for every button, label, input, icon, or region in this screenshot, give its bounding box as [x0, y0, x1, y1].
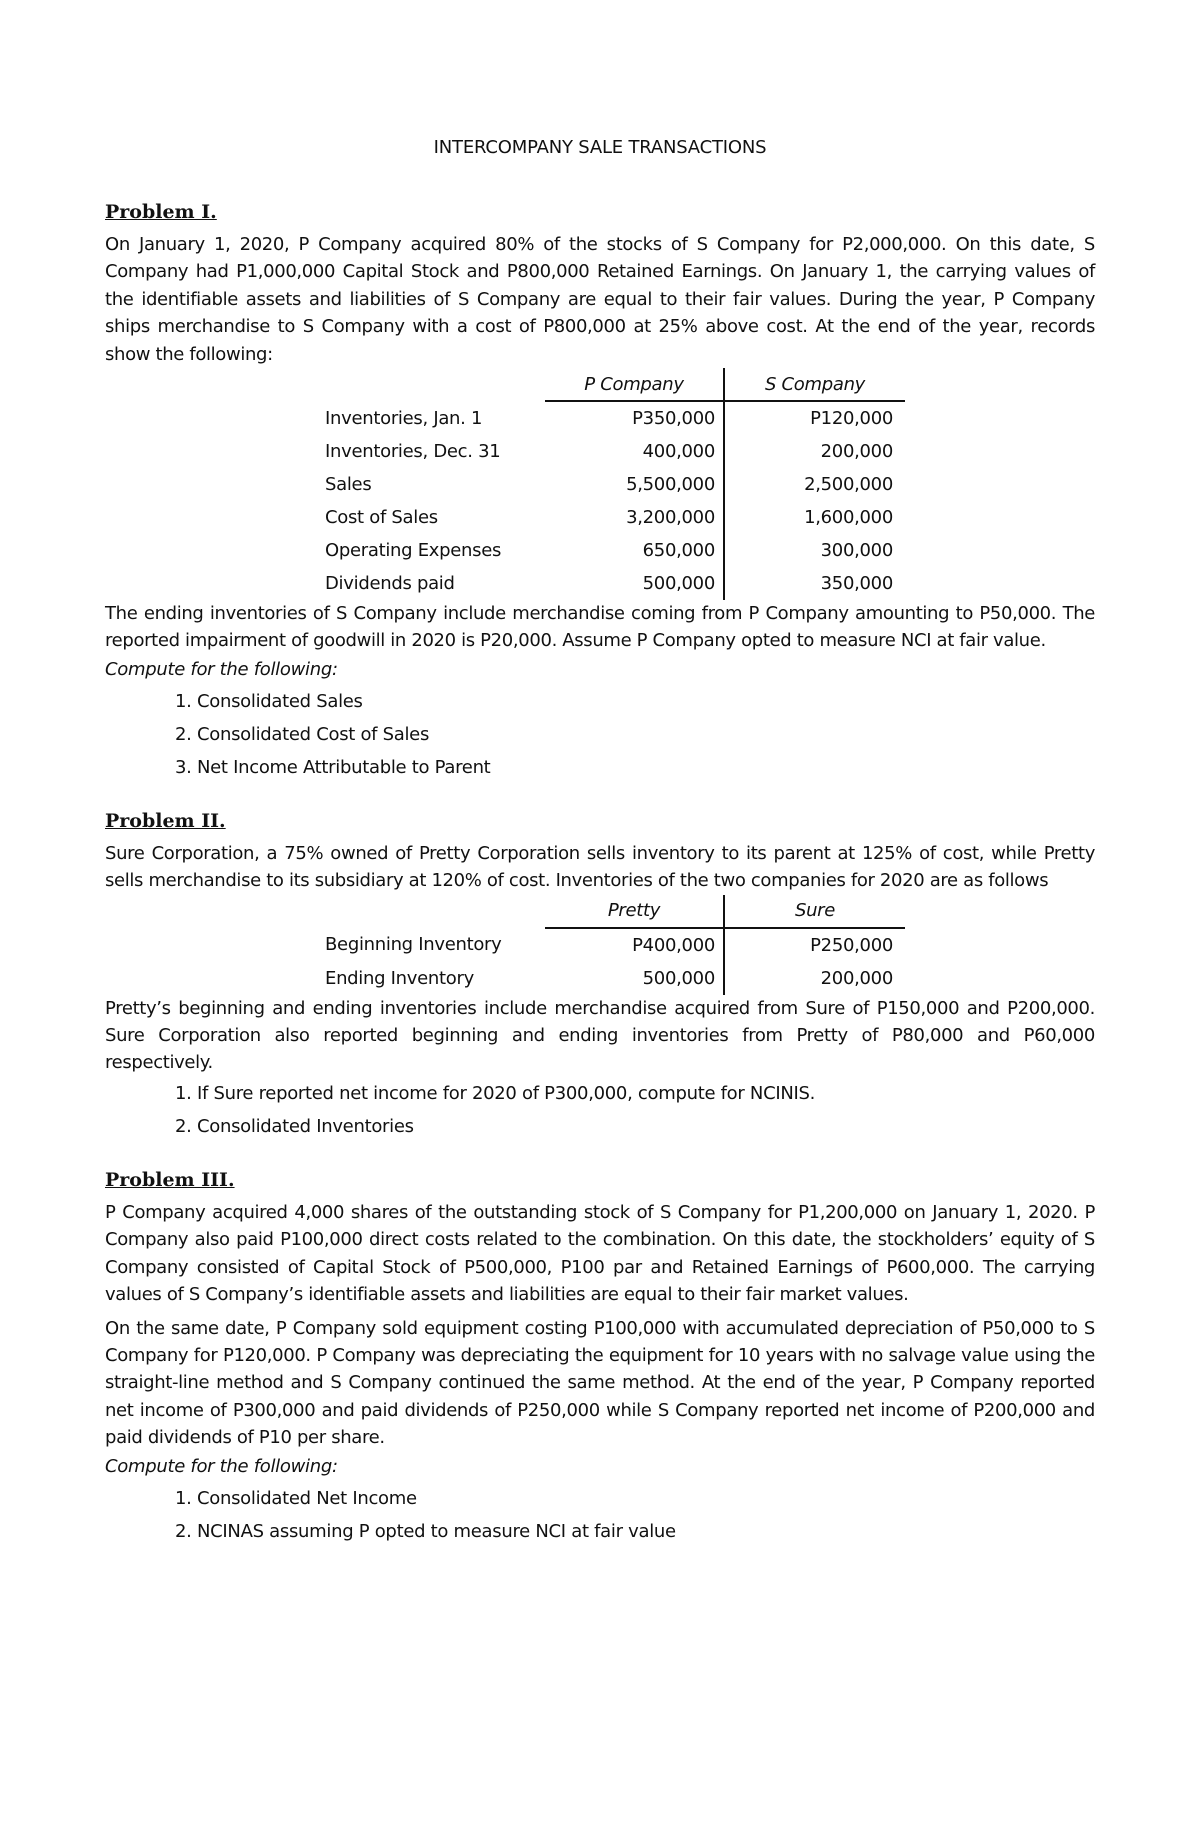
cell-value: 1,600,000: [804, 507, 893, 529]
table-row: [325, 501, 905, 534]
table-header-row: [325, 895, 905, 928]
row-label: Operating Expenses: [325, 540, 502, 562]
question-item: 2. Consolidated Inventories: [175, 1115, 414, 1137]
cell-value: 200,000: [820, 441, 893, 463]
question-item: 1. If Sure reported net income for 2020 of P300,000, compute for NCINIS.: [175, 1082, 816, 1104]
problem-intro: Sure Corporation, a 75% owned of Pretty Corporation sells inventory to its parent at 125% of cost, while Pretty sells merchandise to its subsidiary at 120% of cost. Inventories of the two companies for 2020 are as follows: [105, 842, 1095, 892]
row-label: Ending Inventory: [325, 967, 474, 989]
problem-heading: Problem I.: [105, 201, 217, 223]
question-list: [105, 1482, 1095, 1548]
row-label: Sales: [325, 474, 372, 496]
problem-paragraph: P Company acquired 4,000 shares of the outstanding stock of S Company for P1,200,000 on January 1, 2020. P Company also paid P100,000 direct costs related to the combination. On this date, the stockholders’ equity of S Company consisted of Capital Stock of P500,000, P100 par and Retained Earnings of P600,000. The carrying values of S Company’s identifiable assets and liabilities are equal to their fair market values.: [105, 1201, 1095, 1306]
problem-2: [105, 810, 1095, 1143]
table-header-row: [325, 368, 905, 401]
question-item: 1. Consolidated Sales: [175, 690, 363, 712]
table-row: [325, 534, 905, 567]
cell-value: P120,000: [810, 408, 893, 430]
problem-notes: The ending inventories of S Company include merchandise coming from P Company amounting to P50,000. The reported impairment of goodwill in 2020 is P20,000. Assume P Company opted to measure NCI at fair value.: [105, 603, 1095, 652]
cell-value: 400,000: [545, 435, 724, 468]
cell-value: 3,200,000: [545, 501, 724, 534]
problem-intro: On January 1, 2020, P Company acquired 80% of the stocks of S Company for P2,000,000. On this date, S Company had P1,000,000 Capital Stock and P800,000 Retained Earnings. On January 1, the carrying values of the identifiable assets and liabilities of S Company are equal to their fair values. During the year, P Company ships merchandise to S Company with a cost of P800,000 at 25% above cost. At the end of the year, records show the following:: [105, 234, 1095, 365]
cell-value: 500,000: [545, 962, 724, 995]
cell-value: 500,000: [545, 567, 724, 600]
data-table: [325, 895, 905, 995]
cell-value: P400,000: [545, 928, 724, 962]
data-table: [325, 368, 905, 600]
problem-1: [105, 201, 1095, 784]
column-header: Sure: [724, 895, 905, 928]
table-row: [325, 401, 905, 435]
question-list: [105, 1077, 1095, 1143]
question-item: 2. NCINAS assuming P opted to measure NCI at fair value: [175, 1520, 676, 1542]
document-content: [105, 137, 1095, 1548]
compute-instruction: Compute for the following:: [105, 1455, 338, 1477]
table-row: [325, 567, 905, 600]
table-row: [325, 962, 905, 995]
problem-heading: Problem II.: [105, 809, 226, 832]
column-header: Pretty: [545, 895, 724, 928]
cell-value: 350,000: [820, 573, 893, 595]
compute-instruction: Compute for the following:: [105, 658, 338, 680]
table-row: [325, 468, 905, 501]
document-title: INTERCOMPANY SALE TRANSACTIONS: [433, 137, 767, 158]
question-item: 2. Consolidated Cost of Sales: [175, 723, 430, 745]
cell-value: 300,000: [820, 540, 893, 562]
cell-value: 650,000: [545, 534, 724, 567]
row-label: Beginning Inventory: [325, 934, 502, 956]
column-header: P Company: [545, 368, 724, 401]
row-label: Cost of Sales: [325, 507, 438, 529]
problem-3: [105, 1169, 1095, 1548]
cell-value: 5,500,000: [545, 468, 724, 501]
problem-heading: Problem III.: [105, 1168, 235, 1191]
cell-value: 200,000: [820, 967, 893, 989]
question-item: 3. Net Income Attributable to Parent: [175, 756, 491, 778]
problem-paragraph: On the same date, P Company sold equipment costing P100,000 with accumulated depreciation of P50,000 to S Company for P120,000. P Company was depreciating the equipment for 10 years with no salvage value using the straight-line method and S Company continued the same method. At the end of the year, P Company reported net income of P300,000 and paid dividends of P250,000 while S Company reported net income of P200,000 and paid dividends of P10 per share.: [105, 1317, 1095, 1449]
problem-notes: Pretty’s beginning and ending inventories include merchandise acquired from Sure of P150,000 and P200,000. Sure Corporation also reported beginning and ending inventories from Pretty of P80,000 and P60,000 respectively.: [105, 997, 1095, 1074]
table-row: [325, 928, 905, 962]
cell-value: 2,500,000: [804, 474, 893, 496]
question-list: [105, 685, 1095, 784]
row-label: Inventories, Dec. 31: [325, 441, 501, 463]
table-row: [325, 435, 905, 468]
row-label: Dividends paid: [325, 573, 455, 595]
question-item: 1. Consolidated Net Income: [175, 1487, 417, 1509]
cell-value: P250,000: [810, 934, 893, 956]
row-label: Inventories, Jan. 1: [325, 407, 483, 429]
column-header: S Company: [724, 368, 905, 401]
cell-value: P350,000: [545, 401, 724, 435]
